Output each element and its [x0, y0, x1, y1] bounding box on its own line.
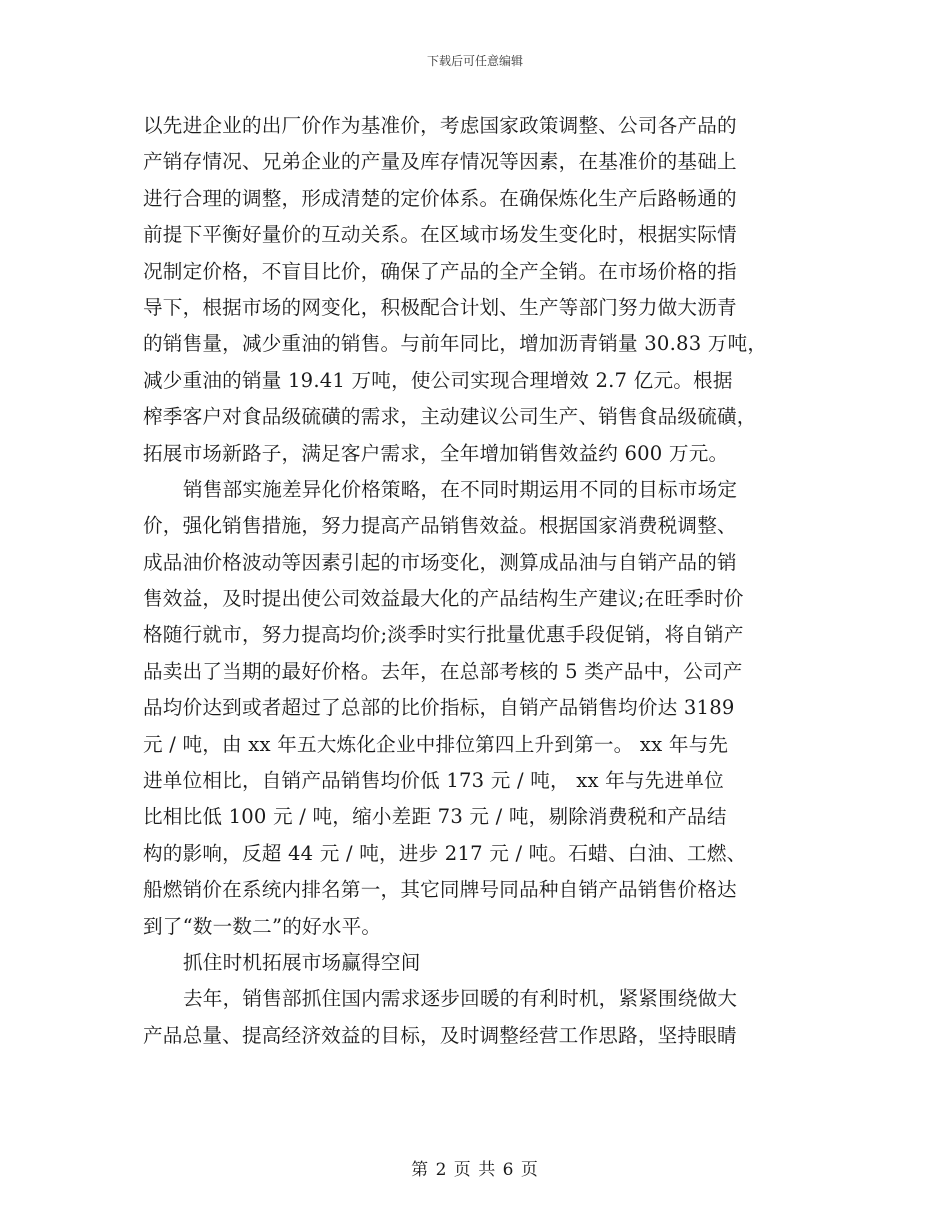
text-line: 减少重油的销量 19.41 万吨，使公司实现合理增效 2.7 亿元。根据 — [143, 368, 733, 392]
text-line: 进单位相比，自销产品销售均价低 173 元 / 吨， xx 年与先进单位 — [143, 769, 724, 793]
paragraph-first-line: 去年，销售部抓住国内需求逐步回暖的有利时机，紧紧围绕做大 — [183, 987, 738, 1011]
page-header: 下载后可任意编辑 — [426, 54, 523, 68]
document-body — [143, 108, 813, 1054]
text-line: 的销售量，减少重油的销售。与前年同比，增加沥青销量 30.83 万吨， — [143, 332, 768, 356]
text-line: 前提下平衡好量价的互动关系。在区域市场发生变化时，根据实际情 — [143, 223, 737, 247]
paragraph-first-line: 销售部实施差异化价格策略，在不同时期运用不同的目标市场定 — [183, 477, 738, 501]
page-number: 第 2 页 共 6 页 — [411, 1160, 539, 1180]
text-line: 以先进企业的出厂价作为基准价，考虑国家政策调整、公司各产品的 — [143, 114, 737, 137]
text-line: 导下，根据市场的网变化，积极配合计划、生产等部门努力做大沥青 — [143, 295, 737, 319]
text-line: 成品油价格波动等因素引起的市场变化，测算成品油与自销产品的销 — [143, 550, 737, 574]
text-line: 产销存情况、兄弟企业的产量及库存情况等因素，在基准价的基础上 — [143, 150, 737, 174]
text-line: 榨季客户对食品级硫磺的需求，主动建议公司生产、销售食品级硫磺， — [143, 405, 757, 429]
text-line: 构的影响，反超 44 元 / 吨，进步 217 元 / 吨。石蜡、白油、工燃、 — [143, 841, 747, 865]
text-line: 进行合理的调整，形成清楚的定价体系。在确保炼化生产后路畅通的 — [143, 186, 737, 210]
section-heading: 抓住时机拓展市场赢得空间 — [183, 950, 421, 974]
text-line: 品卖出了当期的最好价格。去年，在总部考核的 5 类产品中，公司产 — [143, 659, 743, 683]
text-line: 格随行就市，努力提高均价;淡季时实行批量优惠手段促销，将自销产 — [143, 623, 744, 647]
text-line: 况制定价格，不盲目比价，确保了产品的全产全销。在市场价格的指 — [143, 259, 737, 283]
text-line: 元 / 吨，由 xx 年五大炼化企业中排位第四上升到第一。 xx 年与先 — [143, 732, 729, 756]
text-line: 售效益，及时提出使公司效益最大化的产品结构生产建议;在旺季时价 — [143, 587, 744, 611]
text-line: 到了“数一数二”的好水平。 — [143, 914, 382, 938]
text-line: 船燃销价在系统内排名第一，其它同牌号同品种自销产品销售价格达 — [143, 878, 737, 902]
text-line: 品均价达到或者超过了总部的比价指标，自销产品销售均价达 3189 — [143, 696, 735, 720]
text-line: 产品总量、提高经济效益的目标，及时调整经营工作思路，坚持眼睛 — [143, 1023, 737, 1047]
text-line: 拓展市场新路子，满足客户需求，全年增加销售效益约 600 万元。 — [143, 441, 729, 465]
text-line: 价，强化销售措施，努力提高产品销售效益。根据国家消费税调整、 — [143, 514, 737, 538]
text-line: 比相比低 100 元 / 吨，缩小差距 73 元 / 吨，剔除消费税和产品结 — [143, 805, 727, 829]
